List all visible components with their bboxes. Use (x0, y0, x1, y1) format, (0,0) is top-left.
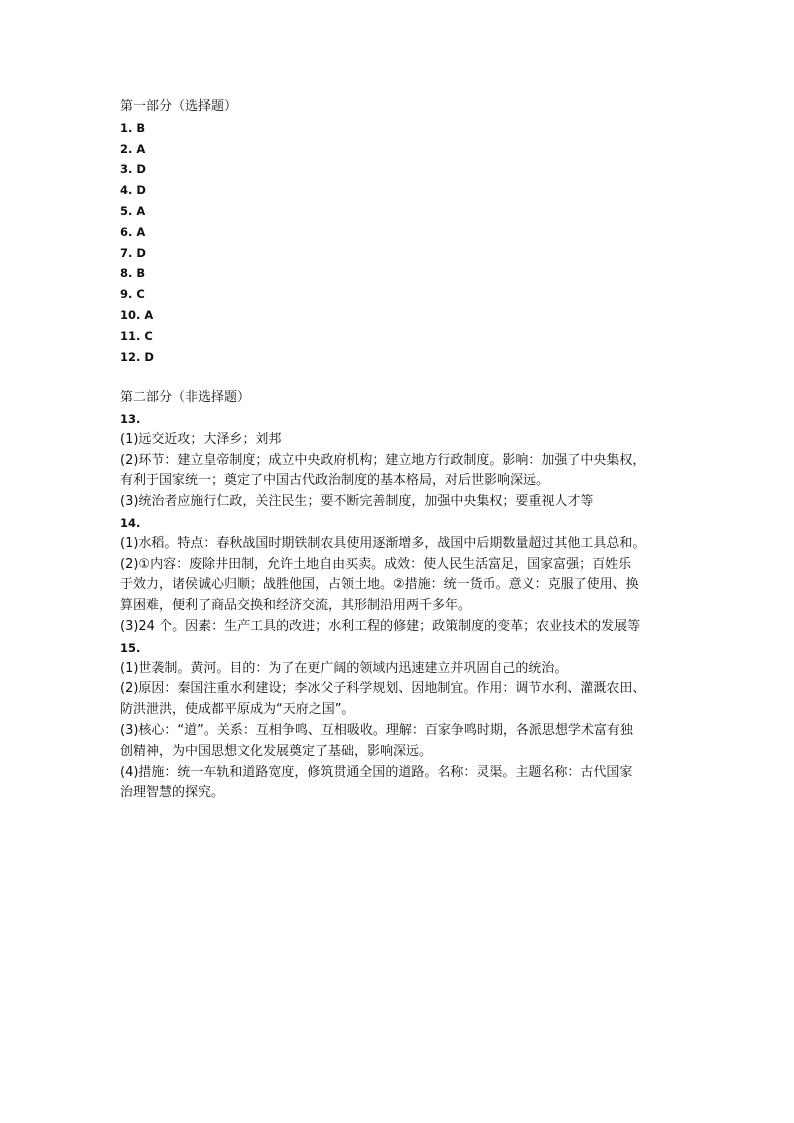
question-number: 14. (120, 515, 141, 530)
question-14 (120, 513, 680, 638)
answer-line: 算困难，便利了商品交换和经济交流，其形制沿用两千多年。 (120, 598, 472, 614)
answer-line: (1)世袭制。黄河。目的：为了在更广阔的领域内迅速建立并巩固自己的统治。 (120, 660, 568, 676)
answer-item: 5. A (120, 203, 146, 218)
question-number: 13. (120, 411, 141, 426)
answer-line: (2)环节：建立皇帝制度；成立中央政府机构；建立地方行政制度。影响：加强了中央集权， (120, 452, 646, 468)
answer-line: (3)24 个。因素：生产工具的改进；水利工程的修建；政策制度的变革；农业技术的发展等 (120, 618, 641, 634)
answer-item: 6. A (120, 224, 146, 239)
answer-line: 防洪泄洪，使成都平原成为“天府之国”。 (120, 702, 355, 718)
answer-line: (1)水稻。特点：春秋战国时期铁制农具使用逐渐增多，战国中后期数量超过其他工具总和。 (120, 535, 646, 551)
answer-line: (2)原因：秦国注重水利建设；李冰父子科学规划、因地制宜。作用：调节水利、灌溉农田、 (120, 681, 646, 697)
part2-title: 第二部分（非选择题） (120, 390, 251, 406)
answer-item: 3. D (120, 162, 146, 177)
answer-item: 11. C (120, 328, 153, 343)
question-13 (120, 409, 680, 513)
answer-line: (4)措施：统一车轨和道路宽度，修筑贯通全国的道路。名称：灵渠。主题名称：古代国家 (120, 764, 633, 780)
answer-item: 12. D (120, 349, 154, 364)
answer-item: 8. B (120, 266, 146, 281)
answer-item: 2. A (120, 141, 146, 156)
answer-line: 有利于国家统一；奠定了中国古代政治制度的基本格局，对后世影响深远。 (120, 473, 550, 489)
answer-item: 1. B (120, 120, 146, 135)
answer-item: 4. D (120, 183, 146, 198)
answer-line: (2)①内容：废除井田制，允许土地自由买卖。成效：使人民生活富足，国家富强；百姓乐 (120, 556, 632, 572)
section-gap (120, 367, 680, 388)
answer-item: 7. D (120, 245, 146, 260)
answer-item: 10. A (120, 307, 154, 322)
question-15 (120, 638, 680, 804)
answer-line: 治理智慧的探究。 (120, 785, 225, 801)
question-number: 15. (120, 640, 141, 655)
answer-item: 9. C (120, 287, 145, 302)
part1-title: 第一部分（选择题） (120, 99, 238, 114)
answer-line: (1)远交近攻；大泽乡；刘邦 (120, 431, 282, 447)
answer-line: (3)统治者应施行仁政，关注民生；要不断完善制度，加强中央集权；要重视人才等 (120, 494, 594, 510)
multiple-choice-answers (120, 118, 680, 368)
answer-line: (3)核心：“道”。关系：互相争鸣、互相吸收。理解：百家争鸣时期，各派思想学术富有独 (120, 722, 633, 738)
answer-line: 于效力，诸侯诚心归顺；战胜他国，占领土地。②措施：统一货币。意义：克服了使用、换 (120, 577, 639, 593)
answer-line: 创精神，为中国思想文化发展奠定了基础，影响深远。 (120, 743, 433, 759)
answer-key (120, 97, 680, 804)
